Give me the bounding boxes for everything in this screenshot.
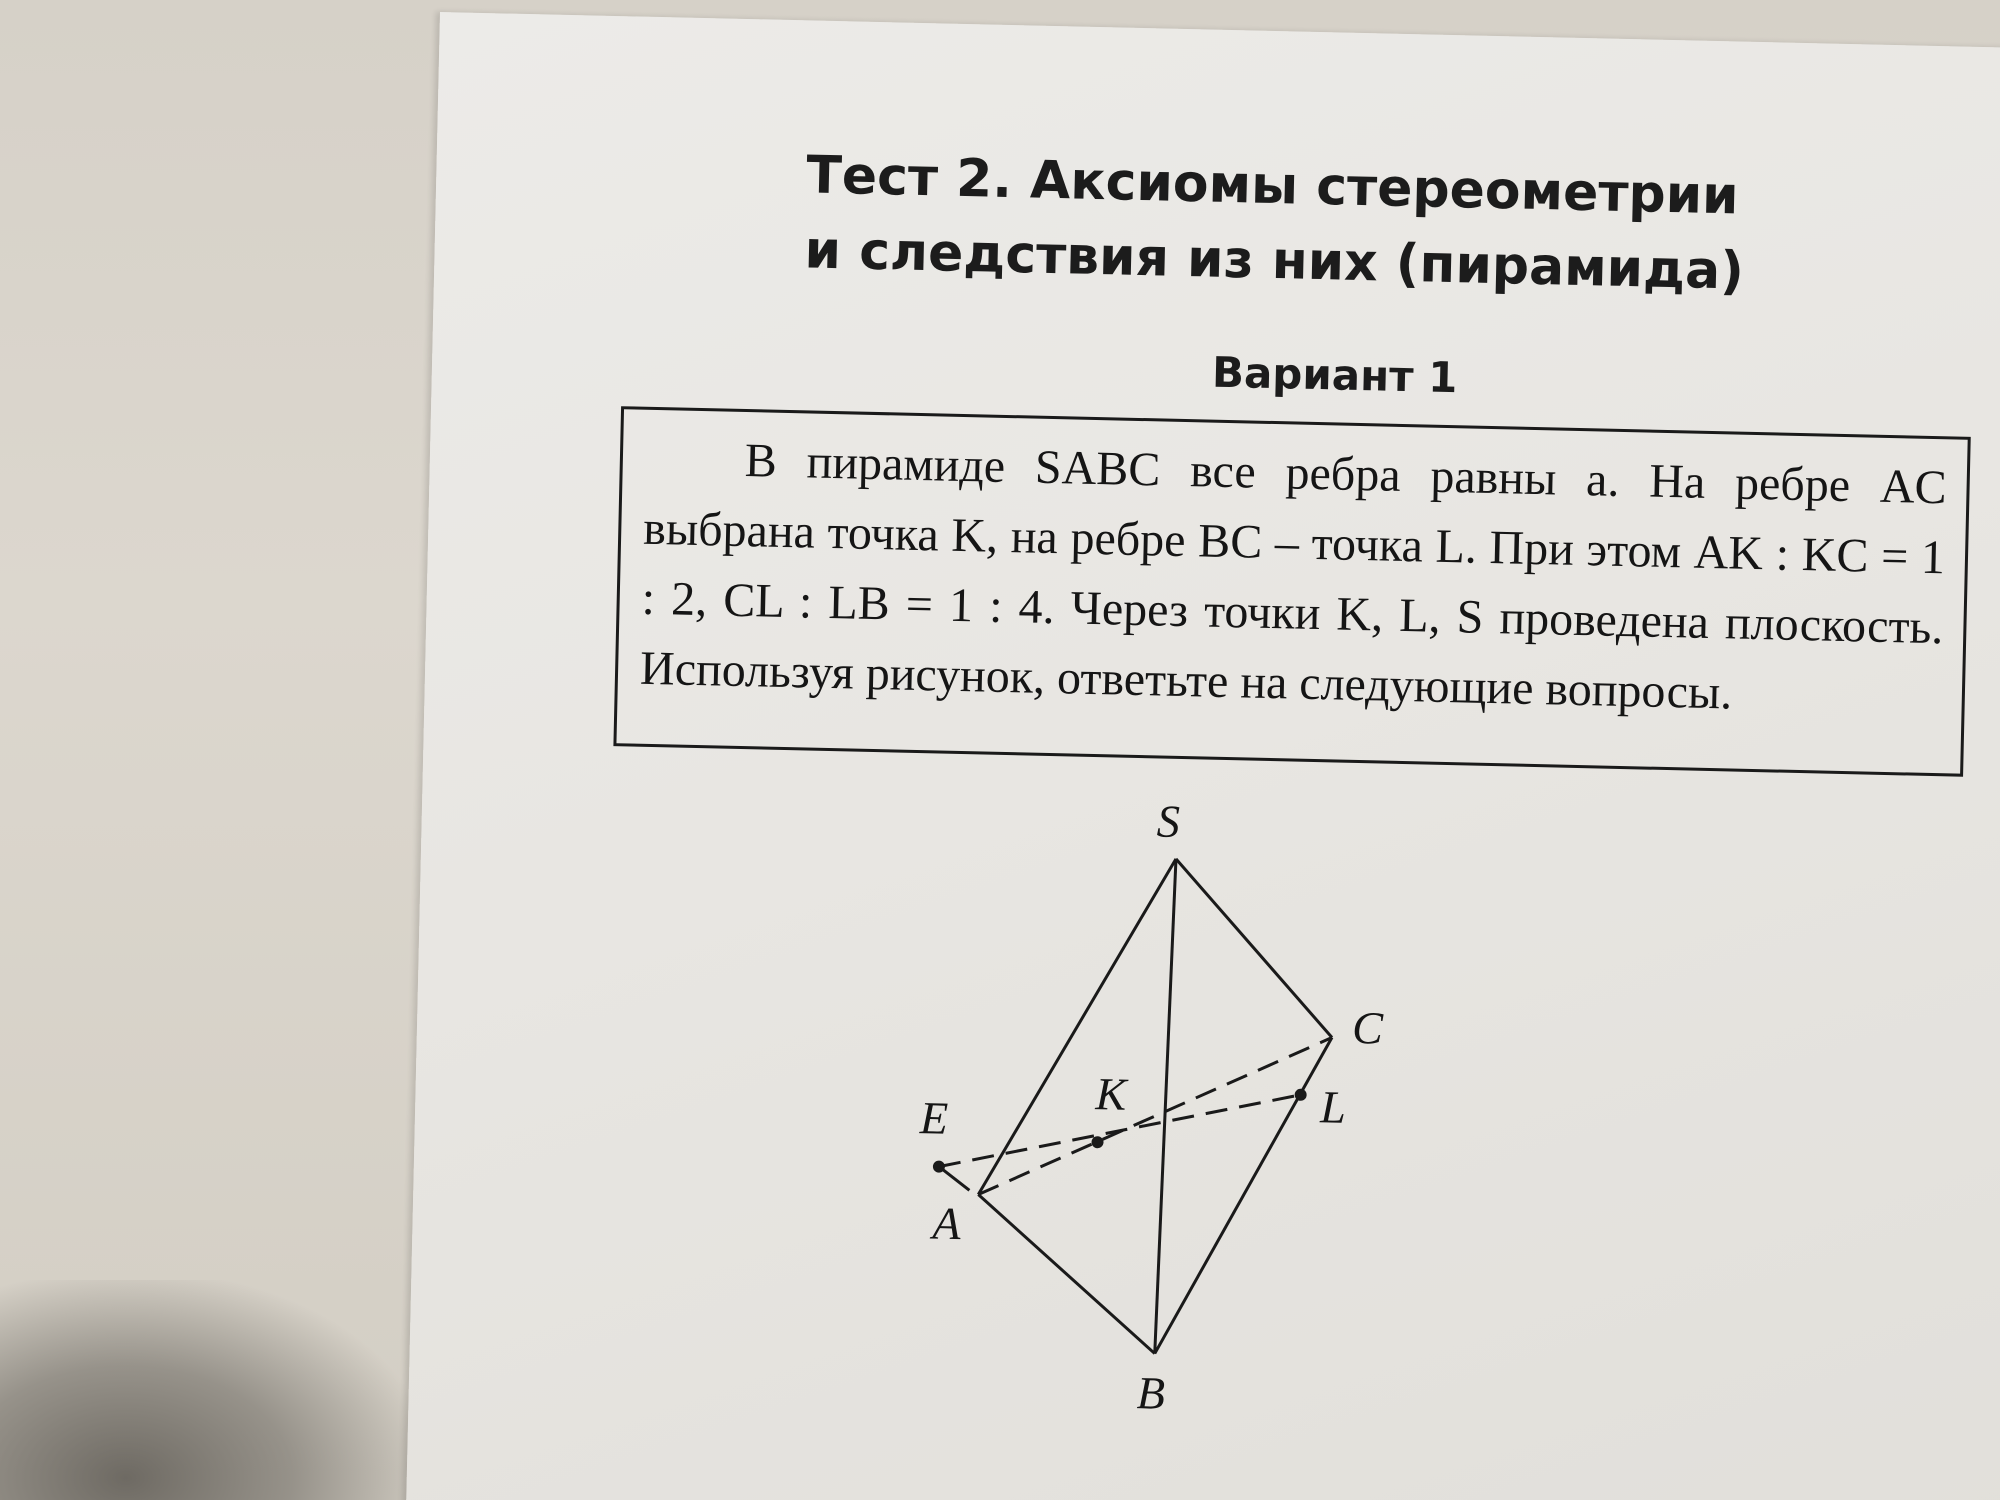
point-K [1091,1136,1103,1148]
hand-shadow [0,1280,420,1500]
label-K: K [1095,1068,1127,1120]
test-title-line2: и следствия из них (пирамида) [804,220,1745,302]
edge-AC-hidden [978,1030,1332,1203]
edge-BC [1155,1034,1332,1358]
variant-heading: Вариант 1 [1211,347,1458,403]
label-C: C [1351,1001,1384,1054]
textbook-page [406,12,2000,1500]
edge-AB [975,1195,1158,1354]
label-S: S [1156,795,1181,847]
edge-SB [1155,859,1176,1354]
label-E: E [919,1092,949,1144]
label-A: A [932,1197,962,1250]
problem-statement-text: В пирамиде SABC все ребра равны a. На ребре AC выбрана точка K, на ребре BC – точка L. При этом AK : KC = 1 : 2, CL : LB = 1 : 4. Через точки K, L, S проведена плоскость. Используя рисунок, ответьте на следующие вопросы. [639,434,1948,720]
pyramid-figure [406,12,2000,1500]
test-title-line1: Тест 2. Аксиомы стереометрии [805,145,1740,227]
edge-SC [1172,859,1336,1038]
label-B: B [1136,1367,1166,1419]
edge-SA [978,855,1176,1199]
label-L: L [1319,1081,1347,1133]
